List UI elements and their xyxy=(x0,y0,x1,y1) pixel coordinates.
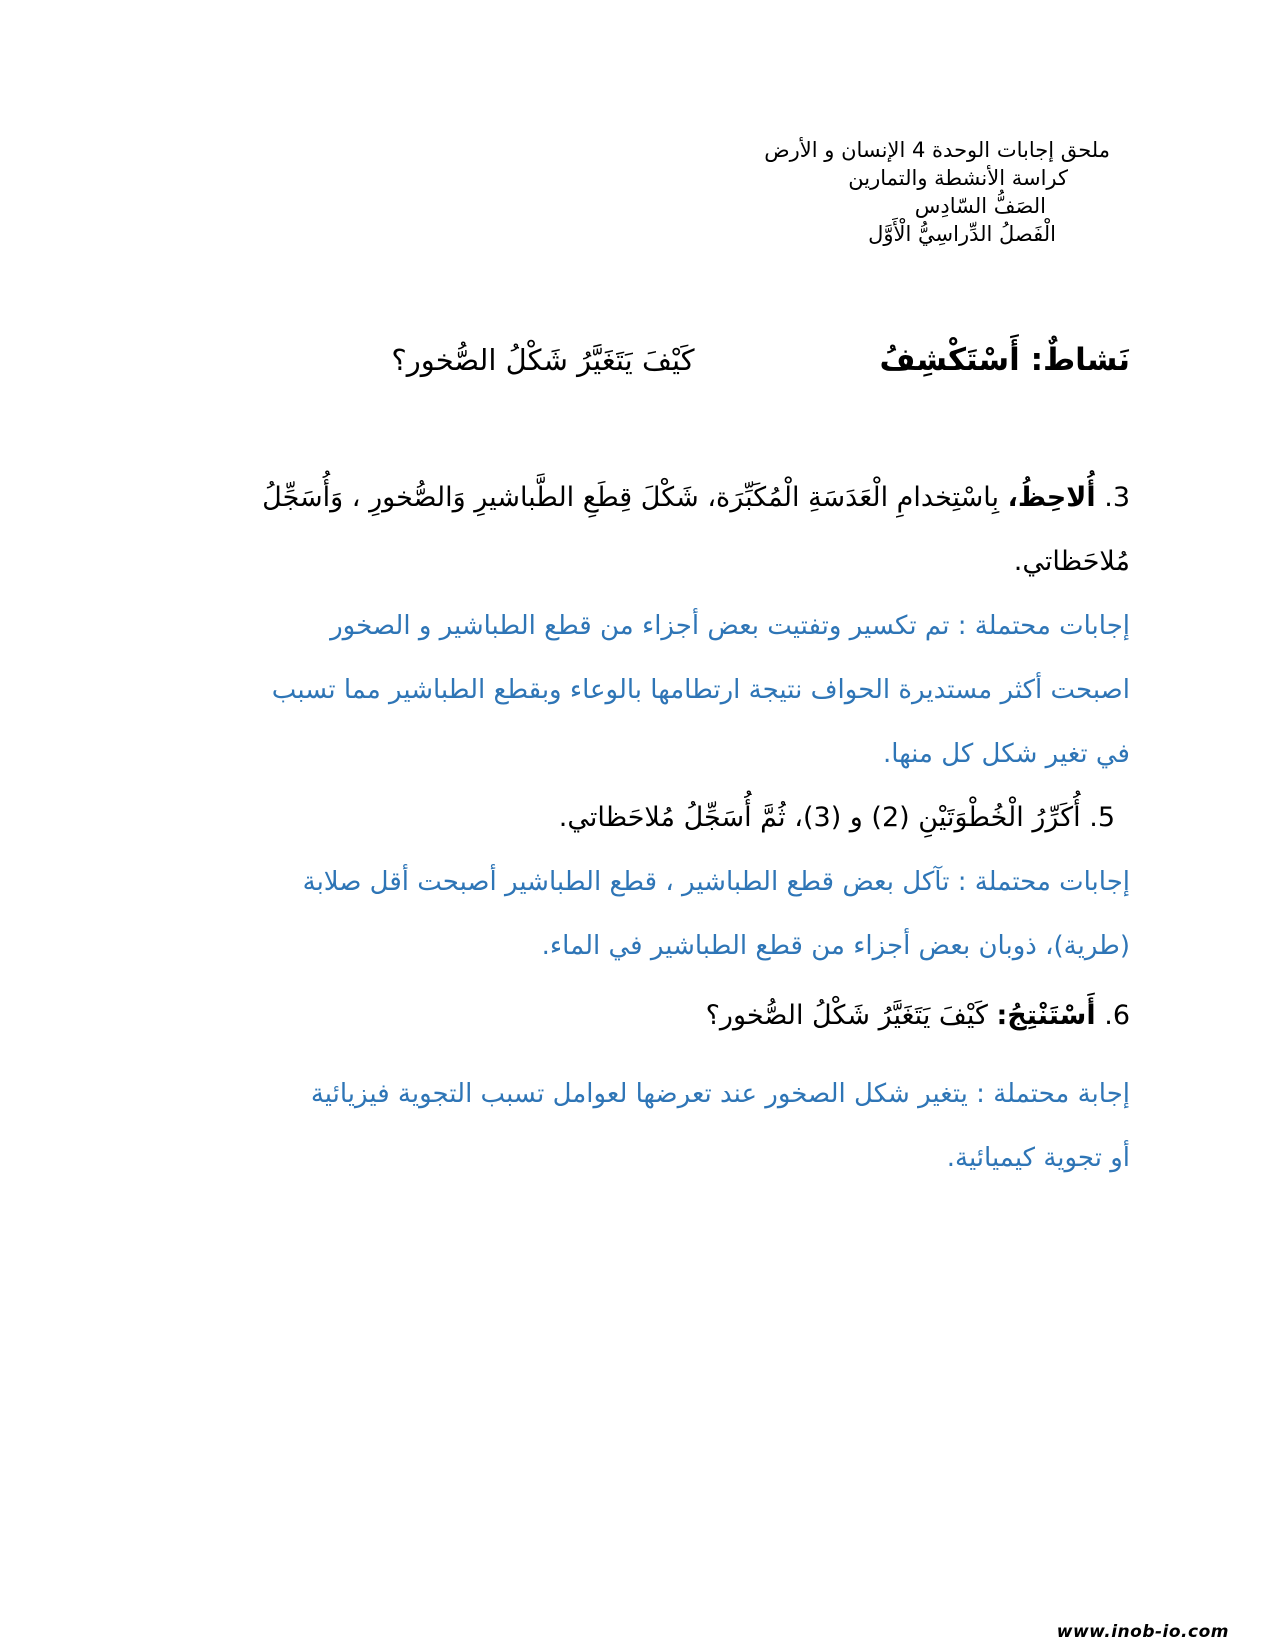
header-line-unit: ملحق إجابات الوحدة 4 الإنسان و الأرض xyxy=(764,138,1110,162)
activity-title-question: كَيْفَ يَتَغَيَّرُ شَكْلُ الصُّخور؟ xyxy=(391,343,695,377)
answer-item-3-line3: في تغير شكل كل منها. xyxy=(883,739,1130,769)
answer-item-5-line2: (طرية)، ذوبان بعض أجزاء من قطع الطباشير في الماء. xyxy=(541,931,1130,961)
item-5-number: 5. xyxy=(1089,802,1115,833)
answer-item-5-line1: إجابات محتملة : تآكل بعض قطع الطباشير ، قطع الطباشير أصبحت أقل صلابة xyxy=(302,867,1130,897)
site-watermark: www.inob-io.com xyxy=(1056,1622,1229,1642)
item-3-verb: أُلاحِظُ، xyxy=(1007,482,1096,513)
item-6-verb: أَسْتَنْتِجُ: xyxy=(996,1000,1096,1031)
answer-item-6-line2: أو تجوية كيميائية. xyxy=(946,1143,1130,1173)
activity-title-row xyxy=(391,342,1130,378)
answer-item-6-line1: إجابة محتملة : يتغير شكل الصخور عند تعرضها لعوامل تسبب التجوية فيزيائية xyxy=(310,1079,1130,1109)
question-item-6 xyxy=(150,984,1130,1048)
item-3-text: بِاسْتِخدامِ الْعَدَسَةِ الْمُكَبِّرَة، شَكْلَ قِطَعِ الطَّباشيرِ وَالصُّخورِ ، وَأُسَجِّلُ xyxy=(262,482,1000,513)
question-item-5 xyxy=(150,786,1130,850)
header-line-workbook: كراسة الأنشطة والتمارين xyxy=(848,166,1068,190)
item-3-number: 3. xyxy=(1104,482,1130,513)
item-5-text: أُكَرِّرُ الْخُطْوَتَيْنِ (2) و (3)، ثُمَّ أُسَجِّلُ مُلاحَظاتي. xyxy=(558,802,1081,833)
item-6-number: 6. xyxy=(1104,1000,1130,1031)
answer-item-3-line1: إجابات محتملة : تم تكسير وتفتيت بعض أجزاء من قطع الطباشير و الصخور xyxy=(330,611,1130,641)
item-6-text: كَيْفَ يَتَغَيَّرُ شَكْلُ الصُّخور؟ xyxy=(705,1000,988,1031)
content-body xyxy=(150,466,1130,1190)
activity-title-label: نَشاطٌ: أَسْتَكْشِفُ xyxy=(879,342,1130,378)
document-header xyxy=(764,136,1110,248)
answer-item-3-line2: اصبحت أكثر مستديرة الحواف نتيجة ارتطامها بالوعاء وبقطع الطباشير مما تسبب xyxy=(271,675,1130,705)
question-item-3 xyxy=(150,466,1130,530)
header-line-semester: الْفَصلُ الدِّراسِيُّ الْأَوَّل xyxy=(868,222,1056,246)
header-line-grade: الصَفُّ السّادِس xyxy=(914,194,1046,218)
item-3-text-continued: مُلاحَظاتي. xyxy=(1013,546,1130,577)
question-item-3-line2 xyxy=(150,530,1130,594)
